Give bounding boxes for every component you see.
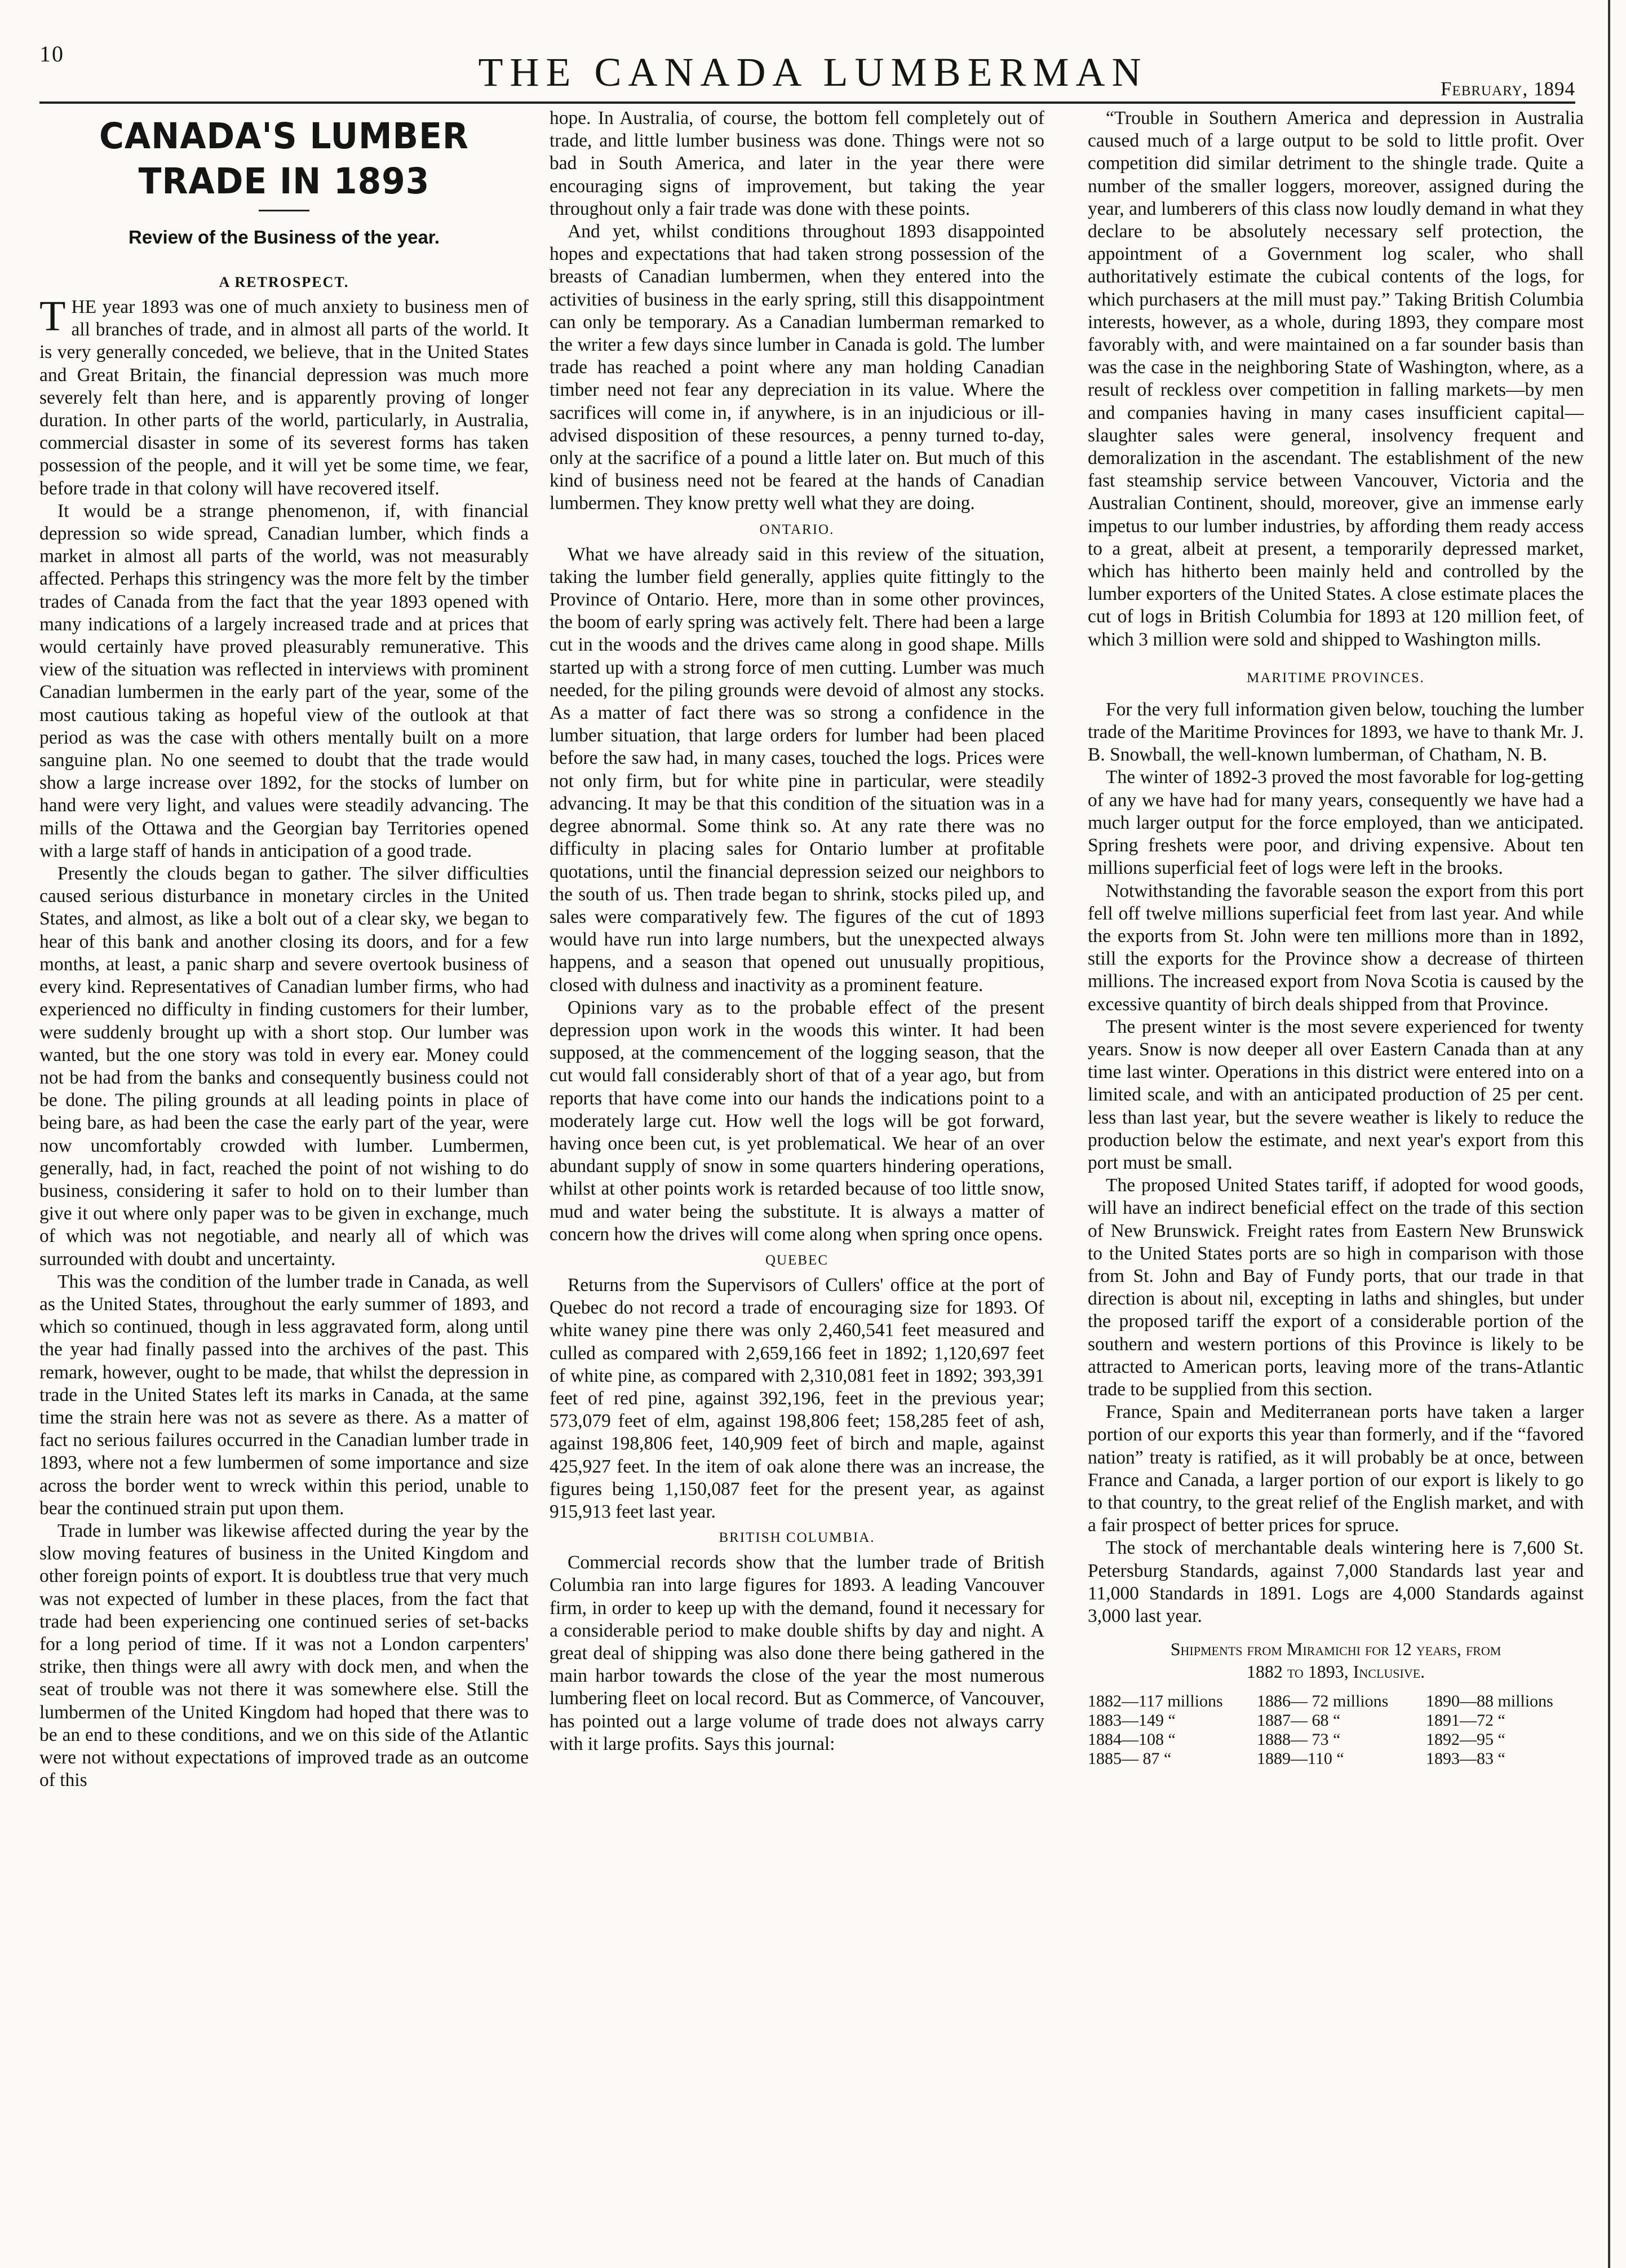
paragraph: Notwithstanding the favorable season the export from this port fell off twelve millions superficial feet from last year. And while the exports from St. John were ten millions more than in 1892, still the exports for the Province show a decrease of thirteen millions. The increased export from Nova Scotia is caused by the excessive quantity of birch deals shipped from that Province. [1088, 880, 1584, 1015]
column-3 [1088, 107, 1584, 2244]
paragraph: The proposed United States tariff, if adopted for wood goods, will have an indirect beneficial effect on the trade of this section of New Brunswick. Freight rates from Eastern New Brunswick to the United States ports are so high in comparison with those from St. John and Bay of Fundy ports, that our trade in that direction is about nil, excepting in laths and shingles, but under the proposed tariff the export of a considerable portion of the southern and western portions of this Province is likely to be attracted to American ports, leaving more of the trans-Atlantic trade to be supplied from this section. [1088, 1175, 1584, 1400]
article-subhead: Review of the Business of the year. [128, 227, 440, 247]
paragraph: Presently the clouds began to gather. The silver difficulties caused serious disturbance in monetary circles in the United States, and almost, as like a bolt out of a clear sky, we began to hear of this bank and another closing its doors, and for a few months, at least, a panic sharp and severe overtook business of every kind. Representatives of Canadian lumber firms, who had experienced no difficulty in finding customers for their lumber, were suddenly brought up with a short stop. Our lumber was wanted, but the one story was told in every ear. Money could not be had from the banks and consequently business could not be done. The piling grounds at all leading points in place of being bare, as had been the case the early part of the year, were now uncomfortably crowded with lumber. Lumbermen, generally, had, in fact, reached the point of not wishing to do business, considering it safer to hold on to their lumber than give it out where only paper was to be given in exchange, much of which was not negotiable, and nearly all of which was surrounded with doubt and uncertainty. [39, 863, 529, 1270]
paragraph: Trade in lumber was likewise affected during the year by the slow moving features of business in the United Kingdom and other foreign points of export. It is doubtless true that very much was not expected of lumber in these places, from the fact that trade had been experiencing one continued series of set-backs for a long period of time. If it was not a London carpenters' strike, then things were all awry with dock men, and when the seat of trouble was not there it was somewhere else. Still the lumbermen of the United Kingdom had hoped that there was to be an end to these conditions, and we on this side of the Atlantic were not without expectations of improved trade as an outcome of this [39, 1520, 529, 1791]
paragraph-text: HE year 1893 was one of much anxiety to business men of all branches of trade, and in almost all parts of the world. It is very generally conceded, we believe, that in the United States and Great Britain, the financial depression was much more severely felt than here, and is apparently proving of longer duration. In other parts of the world, particularly, in Australia, commercial disaster in some of its severest forms has taken possession of the people, and it will yet be some time, we fear, before trade in that colony will have recovered itself. [39, 297, 529, 499]
headline-rule [259, 210, 309, 211]
section-heading-ontario: ONTARIO. [759, 521, 835, 537]
paragraph: Returns from the Supervisors of Cullers' office at the port of Quebec do not record a trade of encouraging size for 1893. Of white waney pine there was only 2,460,541 feet measured and culled as compared with 2,659,166 feet in 1892; 1,120,697 feet of white pine, as compared with 2,310,081 feet in 1892; 393,391 feet of red pine, against 392,196, feet in the previous year; 573,079 feet of elm, against 198,806 feet; 158,285 feet of ash, against 198,806 feet, 140,909 feet of birch and maple, against 425,927 feet. In the item of oak alone there was an increase, the figures being 1,150,087 feet for the present year, as against 915,913 feet last year. [550, 1274, 1044, 1522]
section-heading-quebec: QUEBEC [765, 1252, 828, 1268]
paragraph: It would be a strange phenomenon, if, with financial depression so wide spread, Canadian lumber, which finds a market in almost all parts of the world, was not measurably affected. Perhaps this stringency was the more felt by the timber trades of Canada from the fact that the year 1893 opened with many indications of a largely increased trade and at prices that would certainly have proved pleasurably remunerative. This view of the situation was reflected in interviews with prominent Canadian lumbermen in the early part of the year, some of the most cautious taking as hopeful view of the outlook at that period as was the case with others mentally built on a more sanguine plan. No one seemed to doubt that the trade would show a large increase over 1892, for the stocks of lumber on hand were very light, and values were steadily advancing. The mills of the Ottawa and the Georgian bay Territories opened with a large staff of hands in anticipation of a good trade. [39, 500, 529, 861]
issue-date: February, 1894 [1440, 78, 1575, 100]
shipments-entry: 1891—72 “ [1426, 1711, 1505, 1730]
paragraph: And yet, whilst conditions throughout 1893 disappointed hopes and expectations that had taken strong possession of the breasts of Canadian lumbermen, when they entered into the activities of business in the early spring, still this disappointment can only be temporary. As a Canadian lumberman remarked to the writer a few days since lumber in Canada is gold. The lumber trade has reached a point where any man holding Canadian timber need not fear any depreciation in its value. Where the sacrifices will come in, if anywhere, is in an injudicious or ill-advised disposition of these resources, a penny turned to-day, only at the sacrifice of a pound a little later on. But much of this kind of business need not be feared at the hands of Canadian lumbermen. They know pretty well what they are doing. [550, 221, 1044, 514]
paragraph: This was the condition of the lumber trade in Canada, as well as the United States, throughout the early summer of 1893, and which so continued, though in less aggravated form, along until the year had finally passed into the archives of the past. This remark, however, ought to be made, that whilst the depression in trade in the United States left its marks in Canada, at the same time the strain here was not as severe as there. As a matter of fact no serious failures occurred in the Canadian lumber trade in 1893, where not a few lumbermen of some importance and size across the border went to wreck within this period, unable to bear the continued strain put upon them. [39, 1271, 529, 1519]
paragraph: Commercial records show that the lumber trade of British Columbia ran into large figures for 1893. A leading Vancouver firm, in order to keep up with the demand, found it necessary for a considerable period to make double shifts by day and night. A great deal of shipping was also done there being gathered in the main harbor towards the close of the year the most numerous lumbering fleet on local record. But as Commerce, of Vancouver, has pointed out a large volume of trade does not always carry with it large profits. Says this journal: [550, 1552, 1044, 1754]
paragraph [39, 293, 529, 500]
shipments-entry: 1883—149 “ [1088, 1711, 1176, 1730]
paragraph: The present winter is the most severe experienced for twenty years. Snow is now deeper all over Eastern Canada than at any time last winter. Operations in this district were entered into on a limited scale, and with an anticipated production of 25 per cent. less than last year, but the severe weather is likely to reduce the production below the estimate, and next year's export from this port must be small. [1088, 1016, 1584, 1173]
shipments-heading-line: Shipments from Miramichi for 12 years, from [1170, 1639, 1501, 1660]
shipments-entry: 1889—110 “ [1257, 1749, 1344, 1769]
shipments-entry: 1882—117 millions [1088, 1692, 1223, 1711]
shipments-entry: 1888— 73 “ [1257, 1730, 1341, 1749]
shipments-heading-line: 1882 to 1893, Inclusive. [1246, 1661, 1425, 1682]
paragraph: Opinions vary as to the probable effect of the present depression upon work in the woods this winter. It had been supposed, at the commencement of the logging season, that the cut would fall considerably short of that of a year ago, but from reports that have come into our hands the indications point to a moderately large cut. How well the logs will be got forward, having once been cut, is yet problematical. We hear of an over abundant supply of snow in some quarters hindering operations, whilst at other points work is retarded because of too little snow, mud and water being the substitute. It is always a matter of concern how the drives will come along when spring once opens. [550, 997, 1044, 1245]
paragraph: The stock of merchantable deals wintering here is 7,600 St. Petersburg Standards, against 7,000 Standards last year and 11,000 Standards in 1891. Logs are 4,000 Standards against 3,000 last year. [1088, 1537, 1584, 1626]
shipments-entry: 1893—83 “ [1426, 1749, 1505, 1769]
paragraph: hope. In Australia, of course, the bottom fell completely out of trade, and little lumber business was done. Things were not so bad in South America, and later in the year there were encouraging signs of improvement, but taking the year throughout only a fair trade was done with these points. [550, 108, 1044, 219]
shipments-entry: 1886— 72 millions [1257, 1692, 1389, 1711]
drop-cap: T [39, 293, 66, 340]
shipments-entry: 1885— 87 “ [1088, 1749, 1172, 1769]
page-edge-rule [1608, 0, 1610, 2268]
page-number: 10 [39, 41, 64, 67]
paragraph: For the very full information given below, touching the lumber trade of the Maritime Provinces for 1893, we have to thank Mr. J. B. Snowball, the well-known lumberman, of Chatham, N. B. [1088, 698, 1584, 766]
masthead-rule [39, 101, 1575, 104]
paragraph: What we have already said in this review of the situation, taking the lumber field generally, applies quite fittingly to the Province of Ontario. Here, more than in some other provinces, the boom of early spring was actively felt. There had been a large cut in the woods and the drives came along in good shape. Mills started up with a strong force of men cutting. Lumber was much needed, for the piling grounds were devoid of almost any stocks. As a matter of fact there was so strong a confidence in the lumber situation, that large orders for lumber had been placed before the saw had, in many cases, touched the logs. Prices were not only firm, but for white pine in particular, were steadily advancing. It may be that this condition of the situation was in a degree abnormal. Some think so. At any rate there was no difficulty in placing sales for Ontario lumber at profitable quotations, until the financial depression seized our neighbors to the south of us. Then trade began to shrink, stocks piled up, and sales were comparatively few. The figures of the cut of 1893 would have run into large numbers, but the unexpected always happens, and a season that opened out unusually propitious, closed with dulness and inactivity as a prominent feature. [550, 543, 1044, 996]
shipments-entry: 1884—108 “ [1088, 1730, 1176, 1749]
shipments-entry: 1892—95 “ [1426, 1730, 1505, 1749]
shipments-table [1088, 1692, 1584, 1769]
shipments-heading [1088, 1638, 1584, 1683]
section-heading-retrospect: A RETROSPECT. [219, 274, 349, 290]
masthead-title: THE CANADA LUMBERMAN [478, 50, 1148, 95]
section-heading-maritime: MARITIME PROVINCES. [1247, 670, 1425, 686]
paragraph: The winter of 1892-3 proved the most favorable for log-getting of any we have had for many years, consequently we have had a much larger output for the force employed, than we anticipated. Spring freshets were poor, and driving expensive. About ten millions superficial feet of logs were left in the brooks. [1088, 767, 1584, 879]
article-headline: CANADA'S LUMBER TRADE IN 1893 [99, 116, 469, 202]
column-2 [550, 107, 1044, 2244]
column-1 [39, 107, 529, 2244]
shipments-entry: 1887— 68 “ [1257, 1711, 1341, 1730]
section-heading-british-columbia: BRITISH COLUMBIA. [719, 1530, 875, 1546]
paragraph: France, Spain and Mediterranean ports have taken a larger portion of our exports this year than formerly, and if the “favored nation” treaty is ratified, as it will probably be at once, between France and Canada, a larger portion of our export is likely to go to that country, to the great relief of the English market, and with a fair prospect of better prices for spruce. [1088, 1402, 1584, 1536]
paragraph: “Trouble in Southern America and depression in Australia caused much of a large output to be sold to little profit. Over competition did similar detriment to the shingle trade. Quite a number of the smaller loggers, moreover, assigned during the year, and lumberers of this class now loudly demand in what they declare to be absolutely necessary self protection, the appointment of a Government log scaler, who shall authoritatively estimate the cubical contents of the logs, for which purchasers at the mill must pay.” Taking British Columbia interests, however, as a whole, during 1893, they compare most favorably with, and were maintained on a far sounder basis than was the case in the neighboring State of Washington, where, as a result of reckless over competition in falling markets—by men and companies having in many cases insufficient capital—slaughter sales were general, insolvency frequent and demoralization in the ascendant. The establishment of the new fast steamship service between Vancouver, Victoria and the Australian Continent, should, moreover, give an immense early impetus to our lumber industries, by affording them ready access to a great, albeit at present, a temporarily depressed market, which has hitherto been mainly held and controlled by the lumber exporters of the United States. A close estimate places the cut of logs in British Columbia for 1893 at 120 million feet, of which 3 million were sold and shipped to Washington mills. [1088, 108, 1584, 650]
shipments-entry: 1890—88 millions [1426, 1692, 1553, 1711]
